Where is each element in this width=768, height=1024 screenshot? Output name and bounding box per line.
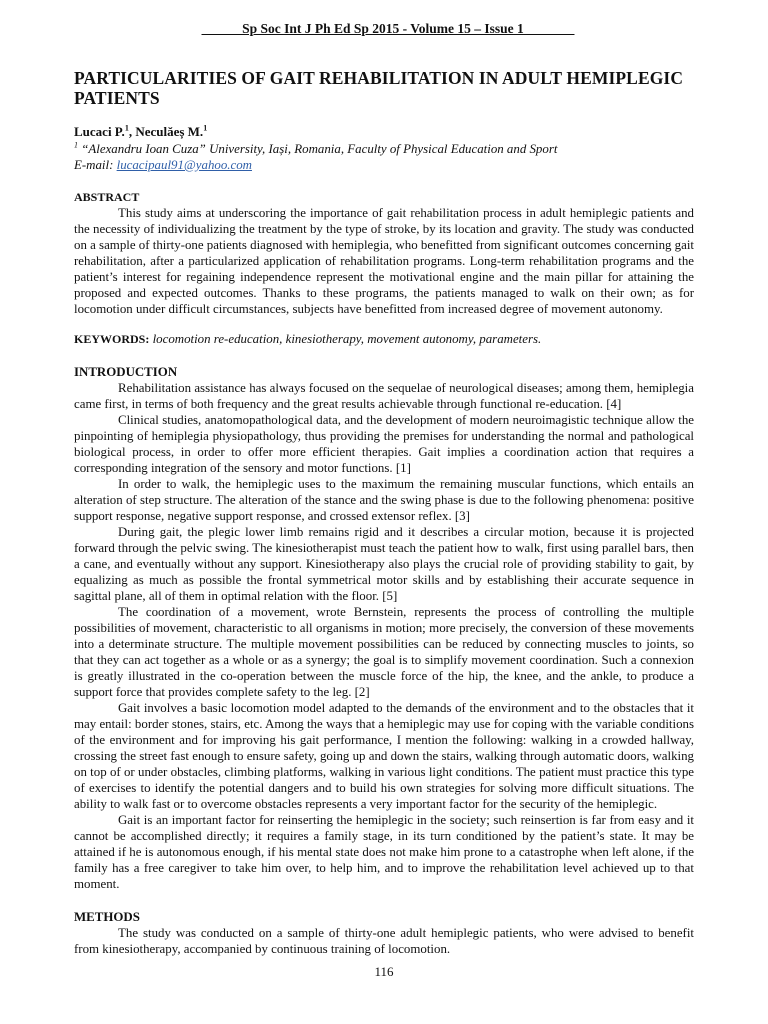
keywords-line [74,331,694,347]
author-1-affil-mark: 1 [124,123,129,133]
introduction-heading: INTRODUCTION [74,365,178,379]
intro-paragraph: Gait involves a basic locomotion model adapted to the demands of the environment and to the obstacles that it may entail: border stones, stairs, etc. Among the ways that a hemiplegic may use for coping with the variable conditions of the environment and for improving his gait performance, I mention the following: walking in a crowded hallway, crossing the street fast enough to ensure safety, going up and down the stairs, walking through automatic doors, walking on top of or under obstacles, climbing platforms, walking in various light conditions. The patient must practice this type of exercises to identify the potential dangers and to build his own strategies for solving more difficult situations. The ability to walk fast or to overcome obstacles represents a very important factor for the security of the hemiplegic. [74,701,694,811]
keywords-text: locomotion re-education, kinesiotherapy, movement autonomy, parameters. [149,332,542,346]
article-title: PARTICULARITIES OF GAIT REHABILITATION IN ADULT HEMIPLEGIC PATIENTS [74,68,684,108]
intro-paragraph: The coordination of a movement, wrote Bernstein, represents the process of controlling the multiple possibilities of movement, characteristic to all organisms in motion; more precisely, the conversion of these movements into a determinate structure. The multiple movement possibilities can be reduced by connecting muscles to joints, so that they can act together as a whole or as a synergy; the goal is to simplify movement coordination. Such a connexion is greatly illustrated in the co-operation between the muscle force of the hip, the knee, and the ankle, to produce a support force that provides complete safety to the leg. [2] [74,605,694,699]
intro-paragraph: During gait, the plegic lower limb remains rigid and it describes a circular motion, because it is projected forward through the pelvic swing. The kinesiotherapist must teach the patient how to walk, first using parallel bars, then a cane, and eventually without any support. Kinesiotherapy also plays the crucial role of providing stability to gait, by equalizing as much as possible the frontal symmetrical motor skills and by establishing their accurate sequence in sagittal plane, all of them in optimal relation with the floor. [5] [74,525,694,603]
email-line [74,157,694,173]
email-link[interactable]: lucacipaul91@yahoo.com [116,158,252,172]
affiliation-mark: 1 [74,140,78,150]
methods-heading: METHODS [74,910,140,924]
paper-page [74,20,694,957]
intro-paragraph: Gait is an important factor for reinserting the hemiplegic in the society; such reinsertion is far from easy and it cannot be accomplished directly; it requires a family stage, in its turn conditioned by the patient’s state. It may be attained if he is autonomous enough, if his mental state does not make him prone to a catastrophe when left alone, if the family has a free caregiver to take him over, to help him, and to improve the rehabilitation level achieved up to that moment. [74,813,694,891]
author-1: Lucaci P. [74,124,125,139]
author-line [74,123,694,141]
intro-paragraph: In order to walk, the hemiplegic uses to the maximum the remaining muscular functions, which entails an alteration of step structure. The alteration of the stance and the swing phase is due to the following phenomena: positive support response, negative support response, and crossed extensor reflex. [3] [74,477,694,523]
methods-paragraph: The study was conducted on a sample of thirty-one adult hemiplegic patients, who were advised to benefit from kinesiotherapy, accompanied by continuous training of locomotion. [74,926,694,956]
page-number: 116 [374,964,394,979]
affiliation-text: “Alexandru Ioan Cuza” University, Iași, Romania, Faculty of Physical Education and Sport [81,142,558,156]
email-label: E-mail: [74,158,117,172]
intro-paragraph: Clinical studies, anatomopathological data, and the development of modern neuroimagistic technique allow the pinpointing of hemiplegia physiopathology, thus providing the premises for understanding the normal and pathological biological process, in order to offer more efficient therapies. Gait implies a coordination action that requires a corresponding integration of the sensory and motor functions. [1] [74,413,694,475]
abstract-text: This study aims at underscoring the importance of gait rehabilitation process in adult hemiplegic patients and the necessity of individualizing the treatment by the type of stroke, by its location and gravity. The study was conducted on a sample of thirty-one patients diagnosed with hemiplegia, who benefitted from significant outcomes concerning gait rehabilitation, after a particularized application of rehabilitation programs. Long-term rehabilitation programs and the patient’s interest for regaining independence represent the motivational engine and the main pillar for attaining the proposed and expected outcomes. Thanks to these programs, the patients managed to walk on their own; as for locomotion under difficult circumstances, subjects have benefitted from increased degree of movement autonomy. [74,206,695,316]
author-2-affil-mark: 1 [203,123,208,133]
running-header [82,20,694,38]
running-head-text: ______Sp Soc Int J Ph Ed Sp 2015 - Volume 15 – Issue 1 _______ [201,21,575,36]
keywords-label: KEYWORDS: [74,332,150,346]
abstract-heading: ABSTRACT [74,190,140,204]
affiliation [74,141,694,157]
author-2: , Neculăeș M. [128,124,204,139]
intro-paragraph: Rehabilitation assistance has always focused on the sequelae of neurological diseases; among them, hemiplegia came first, in terms of both frequency and the great results achievable through functional re-education. [4] [74,381,694,411]
